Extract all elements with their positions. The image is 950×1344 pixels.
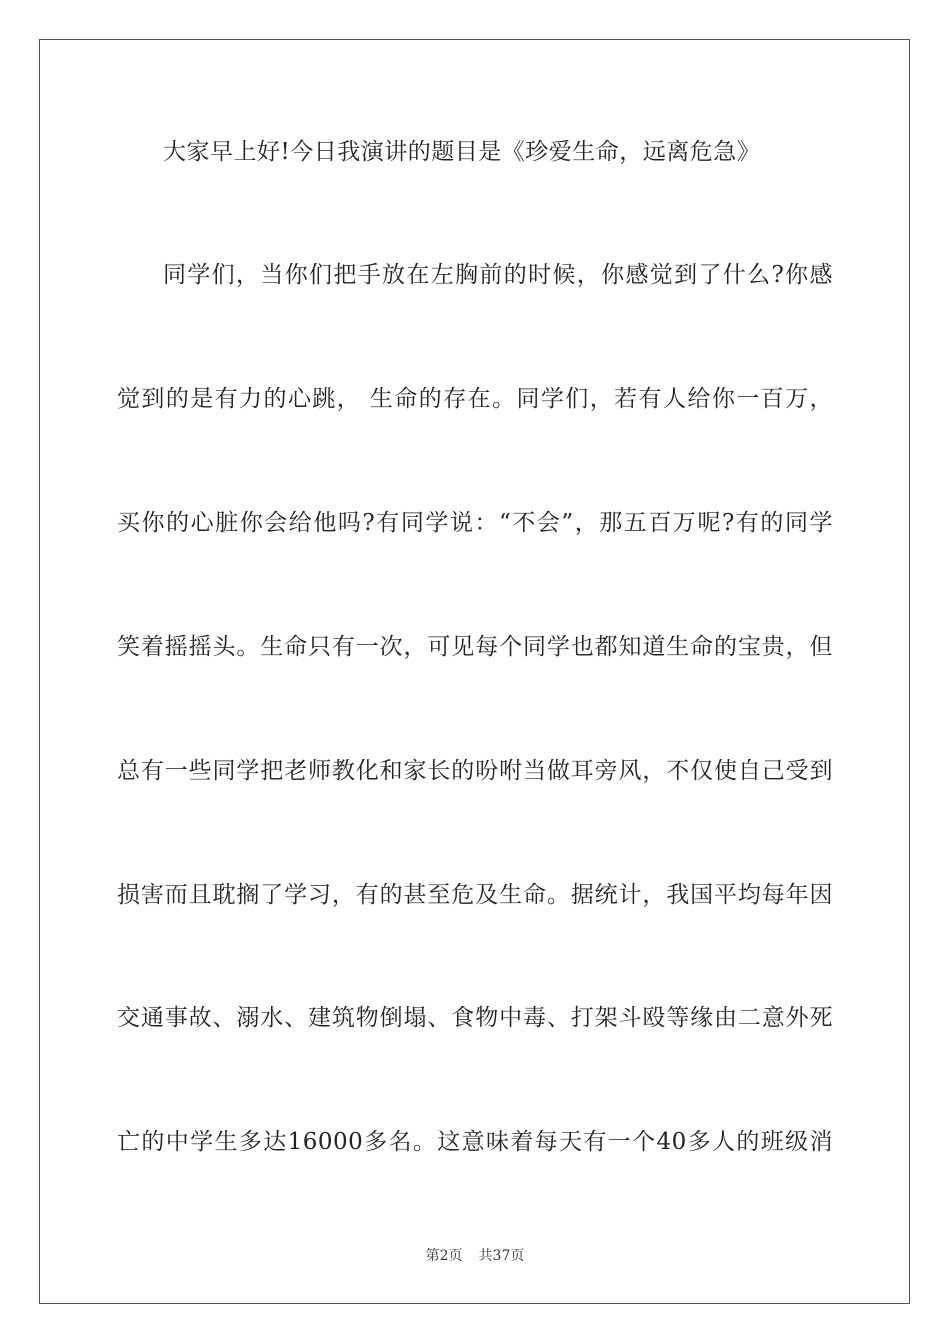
paragraph-line-6: 总有一些同学把老师教化和家长的吩咐当做耳旁风，不仅使自己受到 (117, 758, 833, 784)
paragraph-line-4: 买你的心脏你会给他吗?有同学说：“不会”，那五百万呢?有的同学 (117, 510, 833, 536)
paragraph-line-5: 笑着摇摇头。生命只有一次，可见每个同学也都知道生命的宝贵，但 (117, 634, 833, 660)
paragraph-line-3: 觉到的是有力的心跳， 生命的存在。同学们，若有人给你一百万， (117, 386, 833, 412)
paragraph-line-8: 交通事故、溺水、建筑物倒塌、食物中毒、打架斗殴等缘由二意外死 (117, 1005, 833, 1031)
page-total: 共37页 (478, 1248, 525, 1264)
page-number: 第2页 (425, 1248, 463, 1264)
page-border (39, 39, 910, 1304)
paragraph-line-2: 同学们，当你们把手放在左胸前的时候，你感觉到了什么?你感 (163, 262, 833, 288)
paragraph-line-9: 亡的中学生多达16000多名。这意味着每天有一个40多人的班级消 (117, 1129, 833, 1155)
paragraph-line-1: 大家早上好!今日我演讲的题目是《珍爱生命，远离危急》 (163, 139, 761, 165)
paragraph-line-7: 损害而且耽搁了学习，有的甚至危及生命。据统计，我国平均每年因 (117, 882, 833, 908)
page-footer (0, 1246, 950, 1266)
